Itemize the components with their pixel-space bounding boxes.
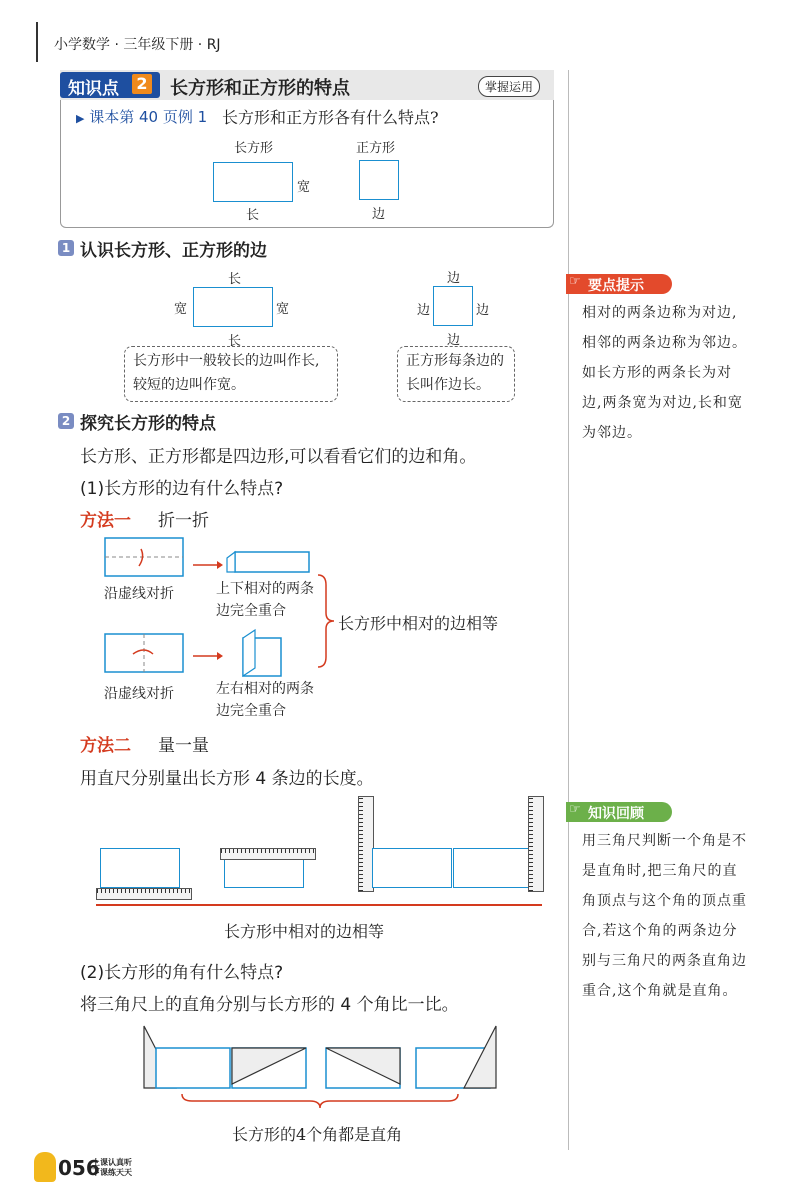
example-rect-label: 长方形 [234, 141, 274, 156]
fold2-result: 左右相对的两条边完全重合 [216, 681, 314, 719]
fold1-folded-edge [227, 552, 235, 572]
measure-rect-2 [224, 858, 304, 888]
p1-sq-right: 边 [476, 303, 490, 318]
section-badge [60, 72, 160, 98]
p1-rect-note: 长方形中一般较长的边叫作长,较短的边叫作宽。 [124, 346, 338, 402]
sidebar-divider [568, 70, 569, 1150]
fold1-next-arrowhead [217, 561, 223, 569]
tip-header [566, 274, 672, 294]
review-header [566, 802, 672, 822]
ruler-1 [96, 888, 192, 900]
p1-rectangle [193, 287, 273, 327]
angle-brace [180, 1092, 460, 1110]
tip-line: 相对的两条边称为对边, [582, 305, 738, 321]
example-ref-text: 课本第 40 页例 1 [89, 108, 208, 126]
review-line: 合,若这个角的两条边分 [582, 923, 738, 939]
tip-line: 相邻的两条边称为邻边。 [582, 335, 747, 351]
angle-rect-1 [156, 1048, 230, 1088]
section-tag: 掌握运用 [478, 76, 540, 97]
p1-sq-left: 边 [417, 303, 431, 318]
method1-label: 方法一 [80, 511, 131, 531]
question-2: (2)长方形的角有什么特点? [80, 963, 284, 983]
review-line: 角顶点与这个角的顶点重 [582, 893, 747, 909]
footer-slogan [92, 1158, 132, 1178]
hand-icon: ☞ [569, 274, 581, 289]
example-side-label: 边 [372, 207, 386, 222]
tip-line: 如长方形的两条长为对 [582, 365, 732, 381]
measure-conclusion: 长方形中相对的边相等 [224, 922, 385, 941]
fold2-rect [105, 634, 183, 672]
part1-number: 1 [58, 240, 74, 256]
example-question: 长方形和正方形各有什么特点? [222, 108, 439, 127]
p1-sq-bottom: 边 [447, 333, 461, 348]
measure-rect-1 [100, 848, 180, 888]
review-line: 别与三角尺的两条直角边 [582, 953, 747, 969]
method1-text: 折一折 [158, 511, 209, 531]
p1-rect-top: 长 [228, 272, 242, 287]
example-ref [76, 106, 207, 127]
ruler-2 [220, 848, 316, 860]
fold1-caption: 沿虚线对折 [104, 586, 174, 602]
review-line: 重合,这个角就是直角。 [582, 983, 738, 999]
question-1: (1)长方形的边有什么特点? [80, 479, 284, 499]
example-width-label: 宽 [297, 180, 311, 195]
example-rectangle [213, 162, 293, 202]
fold-brace [316, 573, 336, 669]
part1-title: 认识长方形、正方形的边 [80, 241, 267, 261]
tip-title: 要点提示 [588, 278, 644, 294]
measure-rect-4 [453, 848, 533, 888]
angle-conclusion: 长方形的4个角都是直角 [232, 1125, 403, 1144]
hand-icon: ☞ [569, 802, 581, 817]
example-square [359, 160, 399, 200]
tip-lines [582, 298, 782, 448]
part2-intro: 长方形、正方形都是四边形,可以看看它们的边和角。 [80, 447, 477, 467]
p1-square-note: 正方形每条边的长叫作边长。 [397, 346, 515, 402]
fold-conclusion: 长方形中相对的边相等 [338, 614, 499, 633]
p1-square [433, 286, 473, 326]
section-number: 2 [132, 74, 152, 94]
angle-diagram [140, 1022, 500, 1092]
fold2-next-arrowhead [217, 652, 223, 660]
example-square-label: 正方形 [356, 141, 396, 156]
slogan-line-1: 上课认真听 [92, 1158, 132, 1167]
fold2-folded-flap [243, 630, 255, 676]
method2-label: 方法二 [80, 736, 131, 756]
fold1-folded [235, 552, 309, 572]
review-line: 是直角时,把三角尺的直 [582, 863, 738, 879]
part2-title: 探究长方形的特点 [80, 414, 216, 434]
question-2-desc: 将三角尺上的直角分别与长方形的 4 个角比一比。 [80, 995, 459, 1015]
review-title: 知识回顾 [588, 806, 644, 822]
method2-desc: 用直尺分别量出长方形 4 条边的长度。 [80, 769, 374, 789]
p1-rect-bottom: 长 [228, 334, 242, 349]
part2-number: 2 [58, 413, 74, 429]
review-lines [582, 826, 788, 1006]
ruler-4 [528, 796, 544, 892]
tip-line: 边,两条宽为对边,长和宽 [582, 395, 743, 411]
book-title: 小学数学 · 三年级下册 · RJ [54, 37, 221, 53]
method2-text: 量一量 [158, 736, 209, 756]
page-header-rule [36, 22, 38, 62]
triangle-icon: ▶ [76, 112, 85, 125]
slogan-line-2: 下课练天天 [92, 1168, 132, 1177]
tip-line: 为邻边。 [582, 425, 642, 441]
fold1-result: 上下相对的两条边完全重合 [216, 581, 314, 619]
measure-rect-3 [372, 848, 452, 888]
section-badge-text: 知识点 [68, 79, 119, 99]
measure-line [96, 904, 542, 906]
page-number: 056 [58, 1156, 100, 1180]
fold2-caption: 沿虚线对折 [104, 686, 174, 702]
section-title: 长方形和正方形的特点 [170, 78, 350, 99]
review-line: 用三角尺判断一个角是不 [582, 833, 747, 849]
p1-rect-left: 宽 [174, 302, 188, 317]
p1-rect-right: 宽 [276, 302, 290, 317]
mascot-icon [34, 1152, 56, 1182]
example-length-label: 长 [246, 208, 260, 223]
p1-sq-top: 边 [447, 271, 461, 286]
